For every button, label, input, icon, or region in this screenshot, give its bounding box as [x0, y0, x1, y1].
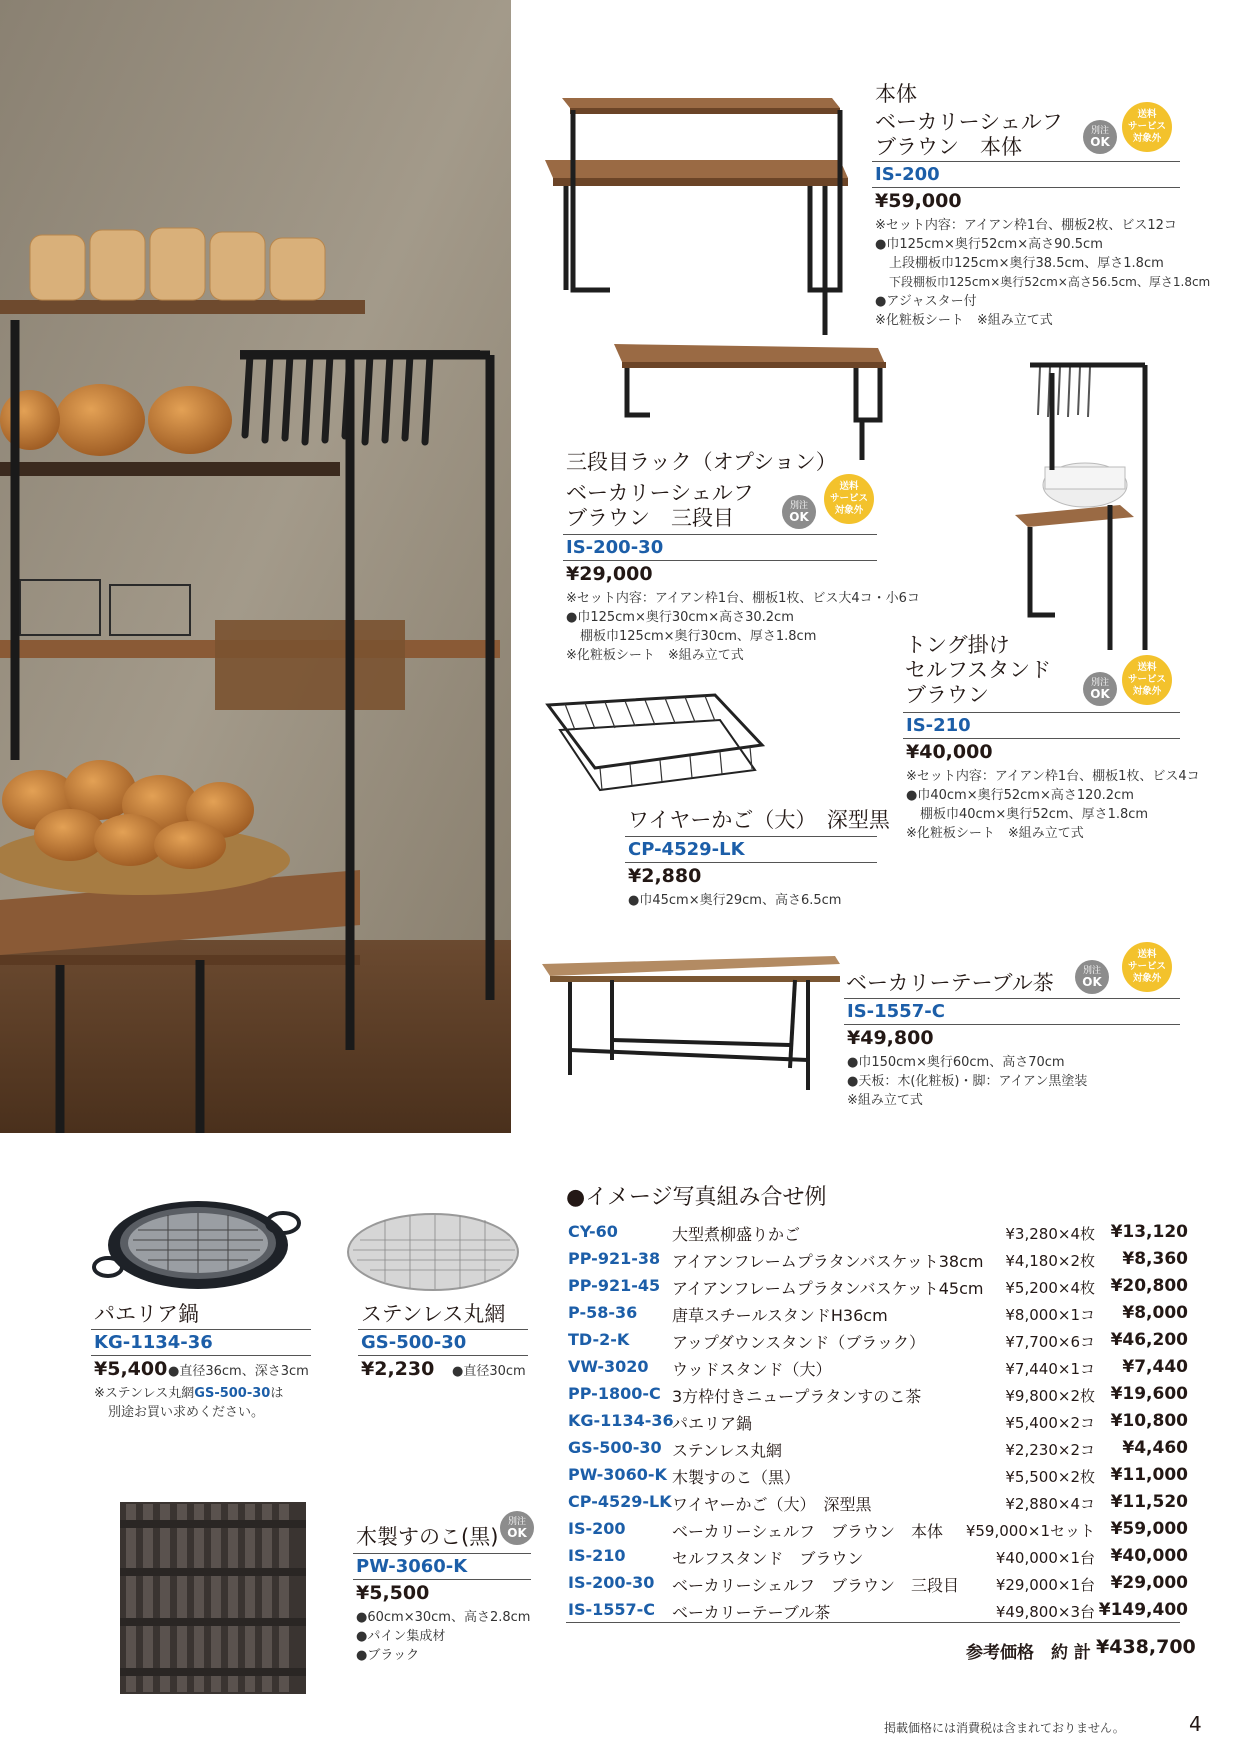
is210-price: ¥40,000 — [906, 741, 993, 763]
combo-row-name: セルフスタンド ブラウン — [672, 1549, 864, 1568]
badge-ok-top-text: 別注 — [1090, 678, 1109, 688]
combo-row — [568, 1411, 1190, 1438]
stainless-net-image — [345, 1210, 525, 1295]
badge-ok-bottom-text: OK — [1090, 687, 1110, 701]
badge-ok-top-text: 別注 — [789, 501, 808, 511]
combo-row-code: P-58-36 — [568, 1303, 638, 1322]
paella-pan-image — [88, 1195, 308, 1305]
is1557-specs — [847, 1053, 1087, 1110]
badge-ship-line2: サービス — [1127, 121, 1166, 132]
combo-row — [568, 1330, 1190, 1357]
gs500-spec-inline: ●直径30cm — [452, 1364, 526, 1379]
kg1134-title: パエリア鍋 — [94, 1302, 199, 1326]
combo-row-code: IS-200 — [568, 1519, 626, 1538]
pw3060-specs — [356, 1608, 530, 1665]
bakery-photo-illustration — [0, 0, 511, 1133]
spec-line: 上段棚板巾125cm×奥行38.5cm、厚さ1.8cm — [889, 256, 1164, 271]
divider — [844, 998, 1180, 999]
spec-line: ●巾40cm×奥行52cm×高さ120.2cm — [906, 788, 1134, 803]
combo-row-total: ¥11,520 — [1110, 1492, 1188, 1512]
combo-row-name: アイアンフレームプラタンバスケット45cm — [672, 1279, 984, 1298]
divider — [872, 187, 1180, 188]
combo-row-total: ¥10,800 — [1110, 1411, 1188, 1431]
combo-row-unit: ¥40,000×1台 — [995, 1549, 1095, 1567]
combo-row-name: ステンレス丸網 — [672, 1441, 783, 1460]
combo-row-unit: ¥9,800×2枚 — [1005, 1387, 1095, 1405]
spec-line: ●巾125cm×奥行30cm×高さ30.2cm — [566, 610, 794, 625]
divider — [353, 1553, 531, 1554]
kg1134-note-code: GS-500-30 — [194, 1386, 271, 1401]
combo-row-code: IS-210 — [568, 1546, 626, 1565]
page-number: 4 — [1189, 1712, 1202, 1736]
divider — [91, 1355, 311, 1356]
combo-row-name: パエリア鍋 — [672, 1414, 753, 1433]
badge-ship-line1: 送料 — [1137, 949, 1157, 960]
wire-basket-image — [540, 690, 770, 800]
spec-line: ※セット内容：アイアン枠1台、棚板2枚、ビス12コ — [875, 218, 1177, 233]
cp4529-specs — [628, 891, 841, 910]
wooden-slat-mat-image — [118, 1500, 310, 1700]
combo-row — [568, 1384, 1190, 1411]
combo-row-unit: ¥7,440×1コ — [1005, 1360, 1095, 1378]
is210-title-line2: セルフスタンド — [905, 658, 1052, 682]
combo-row — [568, 1222, 1190, 1249]
combo-row-unit: ¥2,230×2コ — [1005, 1441, 1095, 1459]
cp4529-code: CP-4529-LK — [628, 839, 745, 860]
combo-row-total: ¥19,600 — [1110, 1384, 1188, 1404]
combo-row-code: IS-200-30 — [568, 1573, 655, 1592]
combo-row — [568, 1276, 1190, 1303]
is210-code: IS-210 — [906, 715, 971, 736]
combo-row-total: ¥59,000 — [1110, 1519, 1188, 1539]
combo-row — [568, 1465, 1190, 1492]
spec-line: ※セット内容：アイアン枠1台、棚板1枚、ビス大4コ・小6コ — [566, 591, 920, 606]
badge-ok-bottom-text: OK — [1090, 135, 1110, 149]
combo-row-code: KG-1134-36 — [568, 1411, 674, 1430]
kg1134-price: ¥5,400 — [94, 1358, 168, 1380]
bakery-display-photo — [0, 0, 511, 1133]
combo-row-unit: ¥3,280×4枚 — [1005, 1225, 1095, 1243]
badge-ok-bottom-text: OK — [507, 1526, 527, 1540]
combo-row-total: ¥40,000 — [1110, 1546, 1188, 1566]
gs500-code: GS-500-30 — [361, 1332, 467, 1353]
custom-order-ok-badge — [1075, 960, 1109, 994]
combo-row-total: ¥20,800 — [1110, 1276, 1188, 1296]
combo-row — [568, 1357, 1190, 1384]
is1557-price: ¥49,800 — [847, 1027, 934, 1049]
kg1134-spec-inline: ●直径36cm、深さ3cm — [168, 1364, 309, 1379]
is20030-title-line2: ブラウン 三段目 — [566, 506, 734, 530]
divider — [625, 836, 877, 837]
spec-line: ※化粧板シート ※組み立て式 — [875, 313, 1053, 328]
spec-line: ※化粧板シート ※組み立て式 — [566, 648, 744, 663]
divider — [358, 1329, 528, 1330]
is200-title-line1: ベーカリーシェルフ — [875, 110, 1063, 134]
tong-stand-image — [1010, 355, 1170, 660]
badge-ok-top-text: 別注 — [1082, 966, 1101, 976]
combo-row-name: 唐草スチールスタンドH36cm — [672, 1306, 888, 1325]
combo-row-total: ¥29,000 — [1110, 1573, 1188, 1593]
combo-row-code: IS-1557-C — [568, 1600, 656, 1619]
cp4529-title: ワイヤーかご（大） 深型黒 — [628, 808, 890, 832]
is20030-price: ¥29,000 — [566, 563, 653, 585]
spec-line: ●ブラック — [356, 1648, 420, 1663]
combo-row-name: ウッドスタンド（大） — [672, 1360, 832, 1379]
spec-line: ※組み立て式 — [847, 1093, 923, 1108]
divider — [563, 534, 877, 535]
spec-line: ●巾45cm×奥行29cm、高さ6.5cm — [628, 893, 842, 908]
combo-row-unit: ¥5,400×2コ — [1005, 1414, 1095, 1432]
combo-row-code: PP-921-38 — [568, 1249, 661, 1268]
combo-row-total: ¥11,000 — [1110, 1465, 1188, 1485]
badge-ship-line2: サービス — [829, 493, 868, 504]
spec-line: 下段棚板巾125cm×奥行52cm×高さ56.5cm、厚さ1.8cm — [889, 275, 1211, 289]
is210-title-line3: ブラウン — [905, 683, 989, 707]
is1557-code: IS-1557-C — [847, 1001, 945, 1022]
combo-row-name: 大型煮柳盛りかご — [672, 1225, 801, 1244]
badge-ship-line3: 対象外 — [1132, 686, 1162, 697]
divider — [91, 1329, 311, 1330]
combo-row-name: 3方枠付きニュープラタンすのこ茶 — [672, 1387, 922, 1406]
spec-line: ●天板：木(化粧板)・脚：アイアン黒塗装 — [847, 1074, 1088, 1089]
badge-ship-line2: サービス — [1127, 961, 1166, 972]
gs500-title: ステンレス丸網 — [361, 1302, 506, 1326]
divider — [563, 560, 877, 561]
kg1134-note-text: ※ステンレス丸網 — [94, 1386, 195, 1401]
is200-code: IS-200 — [875, 164, 940, 185]
pw3060-title: 木製すのこ(黒) — [356, 1525, 499, 1549]
spec-line: ●巾125cm×奥行52cm×高さ90.5cm — [875, 237, 1103, 252]
combo-row — [568, 1438, 1190, 1465]
custom-order-ok-badge — [782, 495, 816, 529]
badge-ok-top-text: 別注 — [1090, 126, 1109, 136]
is210-title-line1: トング掛け — [905, 633, 1010, 657]
bakery-shelf-is200-image — [540, 80, 860, 340]
combo-total-value: ¥438,700 — [1096, 1636, 1196, 1658]
badge-ship-line2: サービス — [1127, 674, 1166, 685]
gs500-price: ¥2,230 — [361, 1358, 435, 1380]
pw3060-price: ¥5,500 — [356, 1582, 430, 1604]
badge-ship-line1: 送料 — [1137, 109, 1157, 120]
is20030-heading: 三段目ラック（オプション） — [566, 450, 837, 474]
kg1134-note — [94, 1384, 283, 1422]
combo-row-unit: ¥7,700×6コ — [1005, 1333, 1095, 1351]
is20030-code: IS-200-30 — [566, 537, 664, 558]
combo-row — [568, 1492, 1190, 1519]
badge-ship-line3: 対象外 — [834, 505, 864, 516]
combo-row — [568, 1249, 1190, 1276]
combo-row-unit: ¥4,180×2枚 — [1005, 1252, 1095, 1270]
combo-row-unit: ¥49,800×3台 — [995, 1603, 1095, 1621]
combo-row-unit: ¥2,880×4コ — [1005, 1495, 1095, 1513]
divider — [903, 712, 1180, 713]
combo-row-unit: ¥5,500×2枚 — [1005, 1468, 1095, 1486]
spec-line: ※セット内容：アイアン枠1台、棚板1枚、ビス4コ — [906, 769, 1200, 784]
spec-line: ●アジャスター付 — [875, 294, 977, 309]
is200-price: ¥59,000 — [875, 190, 962, 212]
custom-order-ok-badge — [1083, 672, 1117, 706]
divider — [358, 1355, 528, 1356]
combo-row-name: アイアンフレームプラタンバスケット38cm — [672, 1252, 984, 1271]
combo-row-name: アップダウンスタンド（ブラック） — [672, 1333, 925, 1352]
spec-line: ●パイン集成材 — [356, 1629, 446, 1644]
combo-row-code: CY-60 — [568, 1222, 618, 1241]
combo-row-unit: ¥59,000×1セット — [965, 1522, 1095, 1540]
combo-row-code: PW-3060-K — [568, 1465, 667, 1484]
combo-row-name: ベーカリーシェルフ ブラウン 本体 — [672, 1522, 944, 1541]
spec-line: ●巾150cm×奥行60cm、高さ70cm — [847, 1055, 1065, 1070]
combo-row-unit: ¥5,200×4枚 — [1005, 1279, 1095, 1297]
shipping-excluded-badge — [1122, 102, 1172, 152]
kg1134-note-line1 — [94, 1384, 283, 1403]
combo-total-label: 参考価格 約 計 — [966, 1643, 1091, 1663]
badge-ship-line3: 対象外 — [1132, 973, 1162, 984]
badge-ok-bottom-text: OK — [1082, 975, 1102, 989]
combo-row-total: ¥8,000 — [1122, 1303, 1188, 1323]
badge-ship-line3: 対象外 — [1132, 133, 1162, 144]
divider — [903, 738, 1180, 739]
spec-line: 棚板巾125cm×奥行30cm、厚さ1.8cm — [580, 629, 817, 644]
combo-row-name: ワイヤーかご（大） 深型黒 — [672, 1495, 872, 1514]
combo-row-total: ¥4,460 — [1122, 1438, 1188, 1458]
badge-ship-line1: 送料 — [1137, 662, 1157, 673]
combo-row-code: CP-4529-LK — [568, 1492, 672, 1511]
is20030-title-line1: ベーカリーシェルフ — [566, 481, 754, 505]
is200-specs — [875, 216, 1210, 330]
kg1134-code: KG-1134-36 — [94, 1332, 213, 1353]
combo-row-total: ¥8,360 — [1122, 1249, 1188, 1269]
badge-ok-top-text: 別注 — [507, 1517, 526, 1527]
combo-row-name: ベーカリーテーブル茶 — [672, 1603, 831, 1622]
is200-heading: 本体 — [875, 82, 917, 106]
custom-order-ok-badge — [1083, 120, 1117, 154]
combo-row-unit: ¥29,000×1台 — [995, 1576, 1095, 1594]
divider — [844, 1024, 1180, 1025]
is20030-specs — [566, 589, 920, 665]
spec-line: ●60cm×30cm、高さ2.8cm — [356, 1610, 531, 1625]
divider — [353, 1579, 531, 1580]
shipping-excluded-badge — [1122, 655, 1172, 705]
tax-note: 掲載価格には消費税は含まれておりません。 — [884, 1721, 1125, 1735]
combo-row-unit: ¥8,000×1コ — [1005, 1306, 1095, 1324]
combo-row-total: ¥46,200 — [1110, 1330, 1188, 1350]
combo-row — [568, 1546, 1190, 1573]
combo-row-code: PP-921-45 — [568, 1276, 661, 1295]
combo-row-code: GS-500-30 — [568, 1438, 662, 1457]
kg1134-note-line2: 別途お買い求めください。 — [108, 1405, 265, 1420]
pw3060-code: PW-3060-K — [356, 1556, 468, 1577]
is210-specs — [906, 767, 1200, 843]
is1557-title: ベーカリーテーブル茶 — [846, 971, 1054, 995]
combo-row — [568, 1573, 1190, 1600]
shipping-excluded-badge — [824, 474, 874, 524]
kg1134-note-suffix: は — [270, 1386, 284, 1401]
badge-ship-line1: 送料 — [839, 481, 859, 492]
bakery-table-image — [540, 950, 840, 1120]
combo-row-code: TD-2-K — [568, 1330, 630, 1349]
combo-row-code: VW-3020 — [568, 1357, 649, 1376]
cp4529-price: ¥2,880 — [628, 865, 702, 887]
divider — [872, 161, 1180, 162]
badge-ok-bottom-text: OK — [789, 510, 809, 524]
combo-row-name: 木製すのこ（黒） — [672, 1468, 801, 1487]
combo-row — [568, 1519, 1190, 1546]
divider — [566, 1622, 1180, 1623]
combo-row-code: PP-1800-C — [568, 1384, 661, 1403]
combo-row-total: ¥13,120 — [1110, 1222, 1188, 1242]
combo-row-total: ¥7,440 — [1122, 1357, 1188, 1377]
custom-order-ok-badge — [500, 1511, 534, 1545]
divider — [625, 862, 877, 863]
spec-line: 棚板巾40cm×奥行52cm、厚さ1.8cm — [920, 807, 1149, 822]
is200-title-line2: ブラウン 本体 — [875, 135, 1022, 159]
shipping-excluded-badge — [1122, 942, 1172, 992]
combo-row-total: ¥149,400 — [1098, 1600, 1188, 1620]
combo-heading: ●イメージ写真組み合せ例 — [566, 1185, 827, 1210]
combo-row — [568, 1303, 1190, 1330]
combo-row-name: ベーカリーシェルフ ブラウン 三段目 — [672, 1576, 960, 1595]
spec-line: ※化粧板シート ※組み立て式 — [906, 826, 1084, 841]
